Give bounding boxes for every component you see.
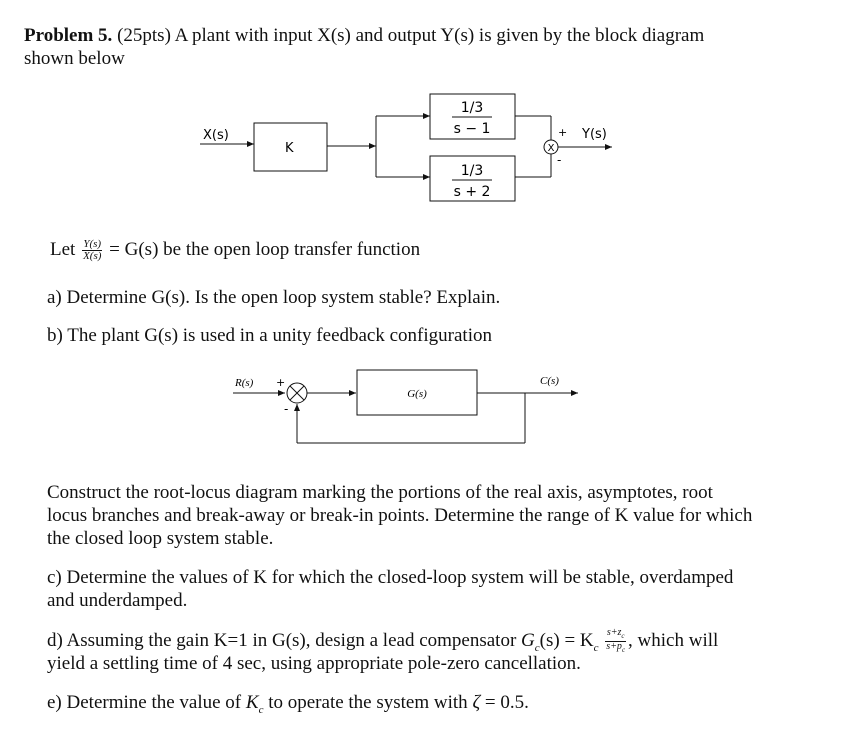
part-e	[47, 691, 847, 722]
let-fraction-den: X(s)	[83, 250, 102, 263]
input-label-r: R(s)	[235, 377, 254, 389]
part-e-prefix: e) Determine the value of	[47, 692, 242, 713]
part-c-line2: and underdamped.	[47, 590, 188, 611]
block-diagram-1	[0, 80, 862, 300]
input-label-x: X(s)	[203, 128, 229, 143]
feedback-minus: -	[284, 402, 289, 416]
plant-label: G(s)	[407, 388, 427, 400]
part-d-text-a: d) Assuming the gain K=1 in G(s), design a lead compensator	[47, 629, 517, 651]
let-prefix: Let	[50, 239, 76, 260]
junction-symbol: X	[547, 143, 555, 154]
construct-line2: locus branches and break-away or break-in points. Determine the range of K value for which	[47, 505, 753, 526]
let-fraction-num: Y(s)	[83, 238, 102, 251]
gain-label: K	[285, 141, 294, 156]
junction-minus: -	[557, 153, 562, 167]
construct-line3: the closed loop system stable.	[47, 528, 274, 549]
problem-intro-line2: shown below	[24, 48, 125, 69]
top-block-num: 1/3	[460, 100, 484, 116]
part-e-mid: to operate the system with	[268, 692, 468, 713]
bottom-block-den: s + 2	[453, 184, 491, 200]
part-d-fraction	[605, 628, 626, 655]
part-d-gc: $G_c$	[521, 629, 540, 654]
let-suffix: = G(s) be the open loop transfer function	[109, 239, 421, 260]
part-e-suffix: = 0.5.	[484, 692, 529, 713]
let-fraction	[82, 239, 102, 262]
part-e-kc: $K_c$	[245, 692, 264, 716]
block-diagram-2	[0, 360, 862, 460]
output-label-c: C(s)	[540, 375, 559, 387]
problem-heading	[24, 24, 844, 47]
part-d-line2: yield a settling time of 4 sec, using appropriate pole-zero cancellation.	[47, 653, 581, 674]
part-d-fraction-num: $s+z_c$	[606, 627, 625, 640]
part-d-text-d: , which will	[628, 629, 719, 651]
part-d-fraction-den: $s+p_c$	[606, 641, 626, 654]
feedback-plus: +	[276, 376, 286, 389]
part-d-eq: $(s) = K_c$	[539, 629, 599, 654]
let-line	[50, 238, 650, 262]
output-label-y: Y(s)	[582, 127, 607, 142]
problem-label: Problem 5.	[24, 25, 113, 46]
problem-intro-line1: A plant with input X(s) and output Y(s) is given by the block diagram	[174, 25, 705, 46]
bottom-block-num: 1/3	[460, 163, 484, 179]
construct-line1: Construct the root-locus diagram marking the portions of the real axis, asymptotes, root	[47, 482, 713, 503]
part-b: b) The plant G(s) is used in a unity feedback configuration	[47, 325, 492, 346]
part-c-line1: c) Determine the values of K for which the closed-loop system will be stable, overdamped	[47, 567, 734, 588]
part-a: a) Determine G(s). Is the open loop system stable? Explain.	[47, 287, 501, 308]
part-e-zeta: ζ	[472, 692, 481, 713]
problem-points: (25pts)	[117, 25, 171, 46]
junction-plus: +	[558, 126, 568, 139]
top-block-den: s − 1	[453, 121, 491, 137]
